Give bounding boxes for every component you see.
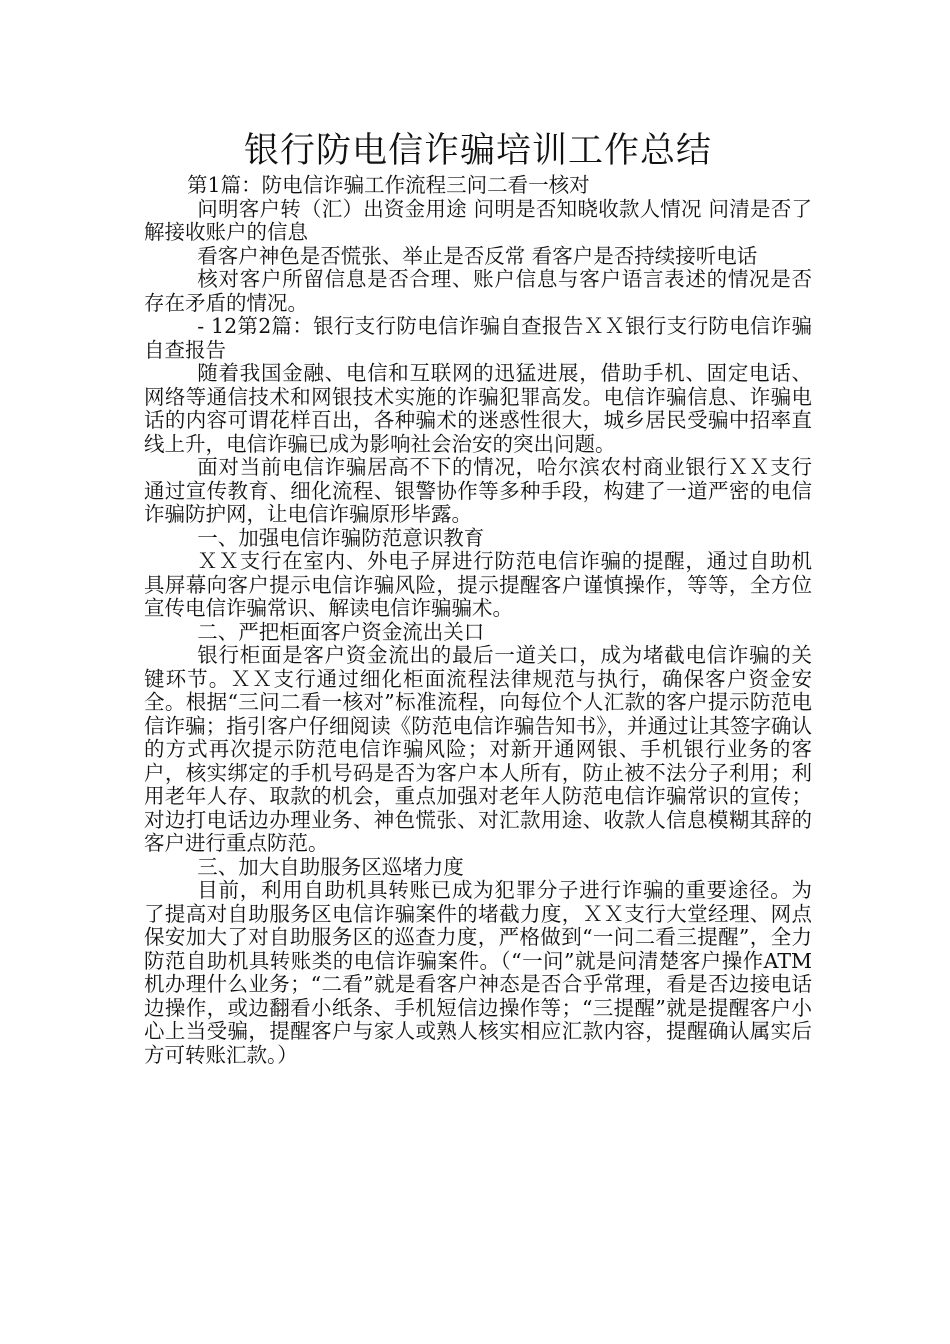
paragraph: 银行柜面是客户资金流出的最后一道关口，成为堵截电信诈骗的关键环节。ＸＸ支行通过细化柜面流程法律规范与执行，确保客户资金安全。根据“三问二看一核对”标准流程，向每位个人汇款的客户提示防范电信诈骗；指引客户仔细阅读《防范电信诈骗告知书》，并通过让其签字确认的方式再次提示防范电信诈骗风险；对新开通网银、手机银行业务的客户，核实绑定的手机号码是否为客户本人所有，防止被不法分子利用；利用老年人存、取款的机会，重点加强对老年人防范电信诈骗常识的宣传；对边打电话边办理业务、神色慌张、对汇款用途、收款人信息模糊其辞的客户进行重点防范。 xyxy=(144,643,812,855)
subheading: 一、加强电信诈骗防范意识教育 xyxy=(197,525,485,550)
section-heading: 第1篇：防电信诈骗工作流程三问二看一核对 xyxy=(187,173,590,197)
subheading: 三、加大自助服务区巡堵力度 xyxy=(197,854,464,879)
document-page xyxy=(144,128,812,1067)
paragraph: 面对当前电信诈骗居高不下的情况，哈尔滨农村商业银行ＸＸ支行通过宣传教育、细化流程、银警协作等多种手段，构建了一道严密的电信诈骗防护网，让电信诈骗原形毕露。 xyxy=(144,455,812,526)
paragraph: ＸＸ支行在室内、外电子屏进行防范电信诈骗的提醒，通过自助机具屏幕向客户提示电信诈骗风险，提示提醒客户谨慎操作，等等，全方位宣传电信诈骗常识、解读电信诈骗骗术。 xyxy=(144,549,812,620)
document-body xyxy=(144,174,812,1067)
paragraph: 目前，利用自助机具转账已成为犯罪分子进行诈骗的重要途径。为了提高对自助服务区电信诈骗案件的堵截力度，ＸＸ支行大堂经理、网点保安加大了对自助服务区的巡查力度，严格做到“一问二看三提醒”，全力防范自助机具转账类的电信诈骗案件。（“一问”就是问清楚客户操作ATM 机办理什么业务；“二看”就是看客户神态是否合乎常理，看是否边接电话边操作，或边翻看小纸条、手机短信边操作等；“三提醒”就是提醒客户小心上当受骗，提醒客户与家人或熟人核实相应汇款内容，提醒确认属实后方可转账汇款。） xyxy=(144,878,812,1067)
paragraph: 随着我国金融、电信和互联网的迅猛进展，借助手机、固定电话、网络等通信技术和网银技术实施的诈骗犯罪高发。电信诈骗信息、诈骗电话的内容可谓花样百出，各种骗术的迷惑性很大，城乡居民受骗中招率直线上升，电信诈骗已成为影响社会治安的突出问题。 xyxy=(144,361,812,456)
paragraph: 看客户神色是否慌张、举止是否反常 看客户是否持续接听电话 xyxy=(197,243,758,268)
paragraph: 问明客户转（汇）出资金用途 问明是否知晓收款人情况 问清是否了解接收账户的信息 xyxy=(144,196,812,244)
paragraph: 核对客户所留信息是否合理、账户信息与客户语言表述的情况是否存在矛盾的情况。 xyxy=(144,267,812,315)
subheading: 二、严把柜面客户资金流出关口 xyxy=(197,619,485,644)
section-heading: - 12第2篇：银行支行防电信诈骗自查报告ＸＸ银行支行防电信诈骗自查报告 xyxy=(144,314,812,362)
document-title: 银行防电信诈骗培训工作总结 xyxy=(243,131,712,171)
